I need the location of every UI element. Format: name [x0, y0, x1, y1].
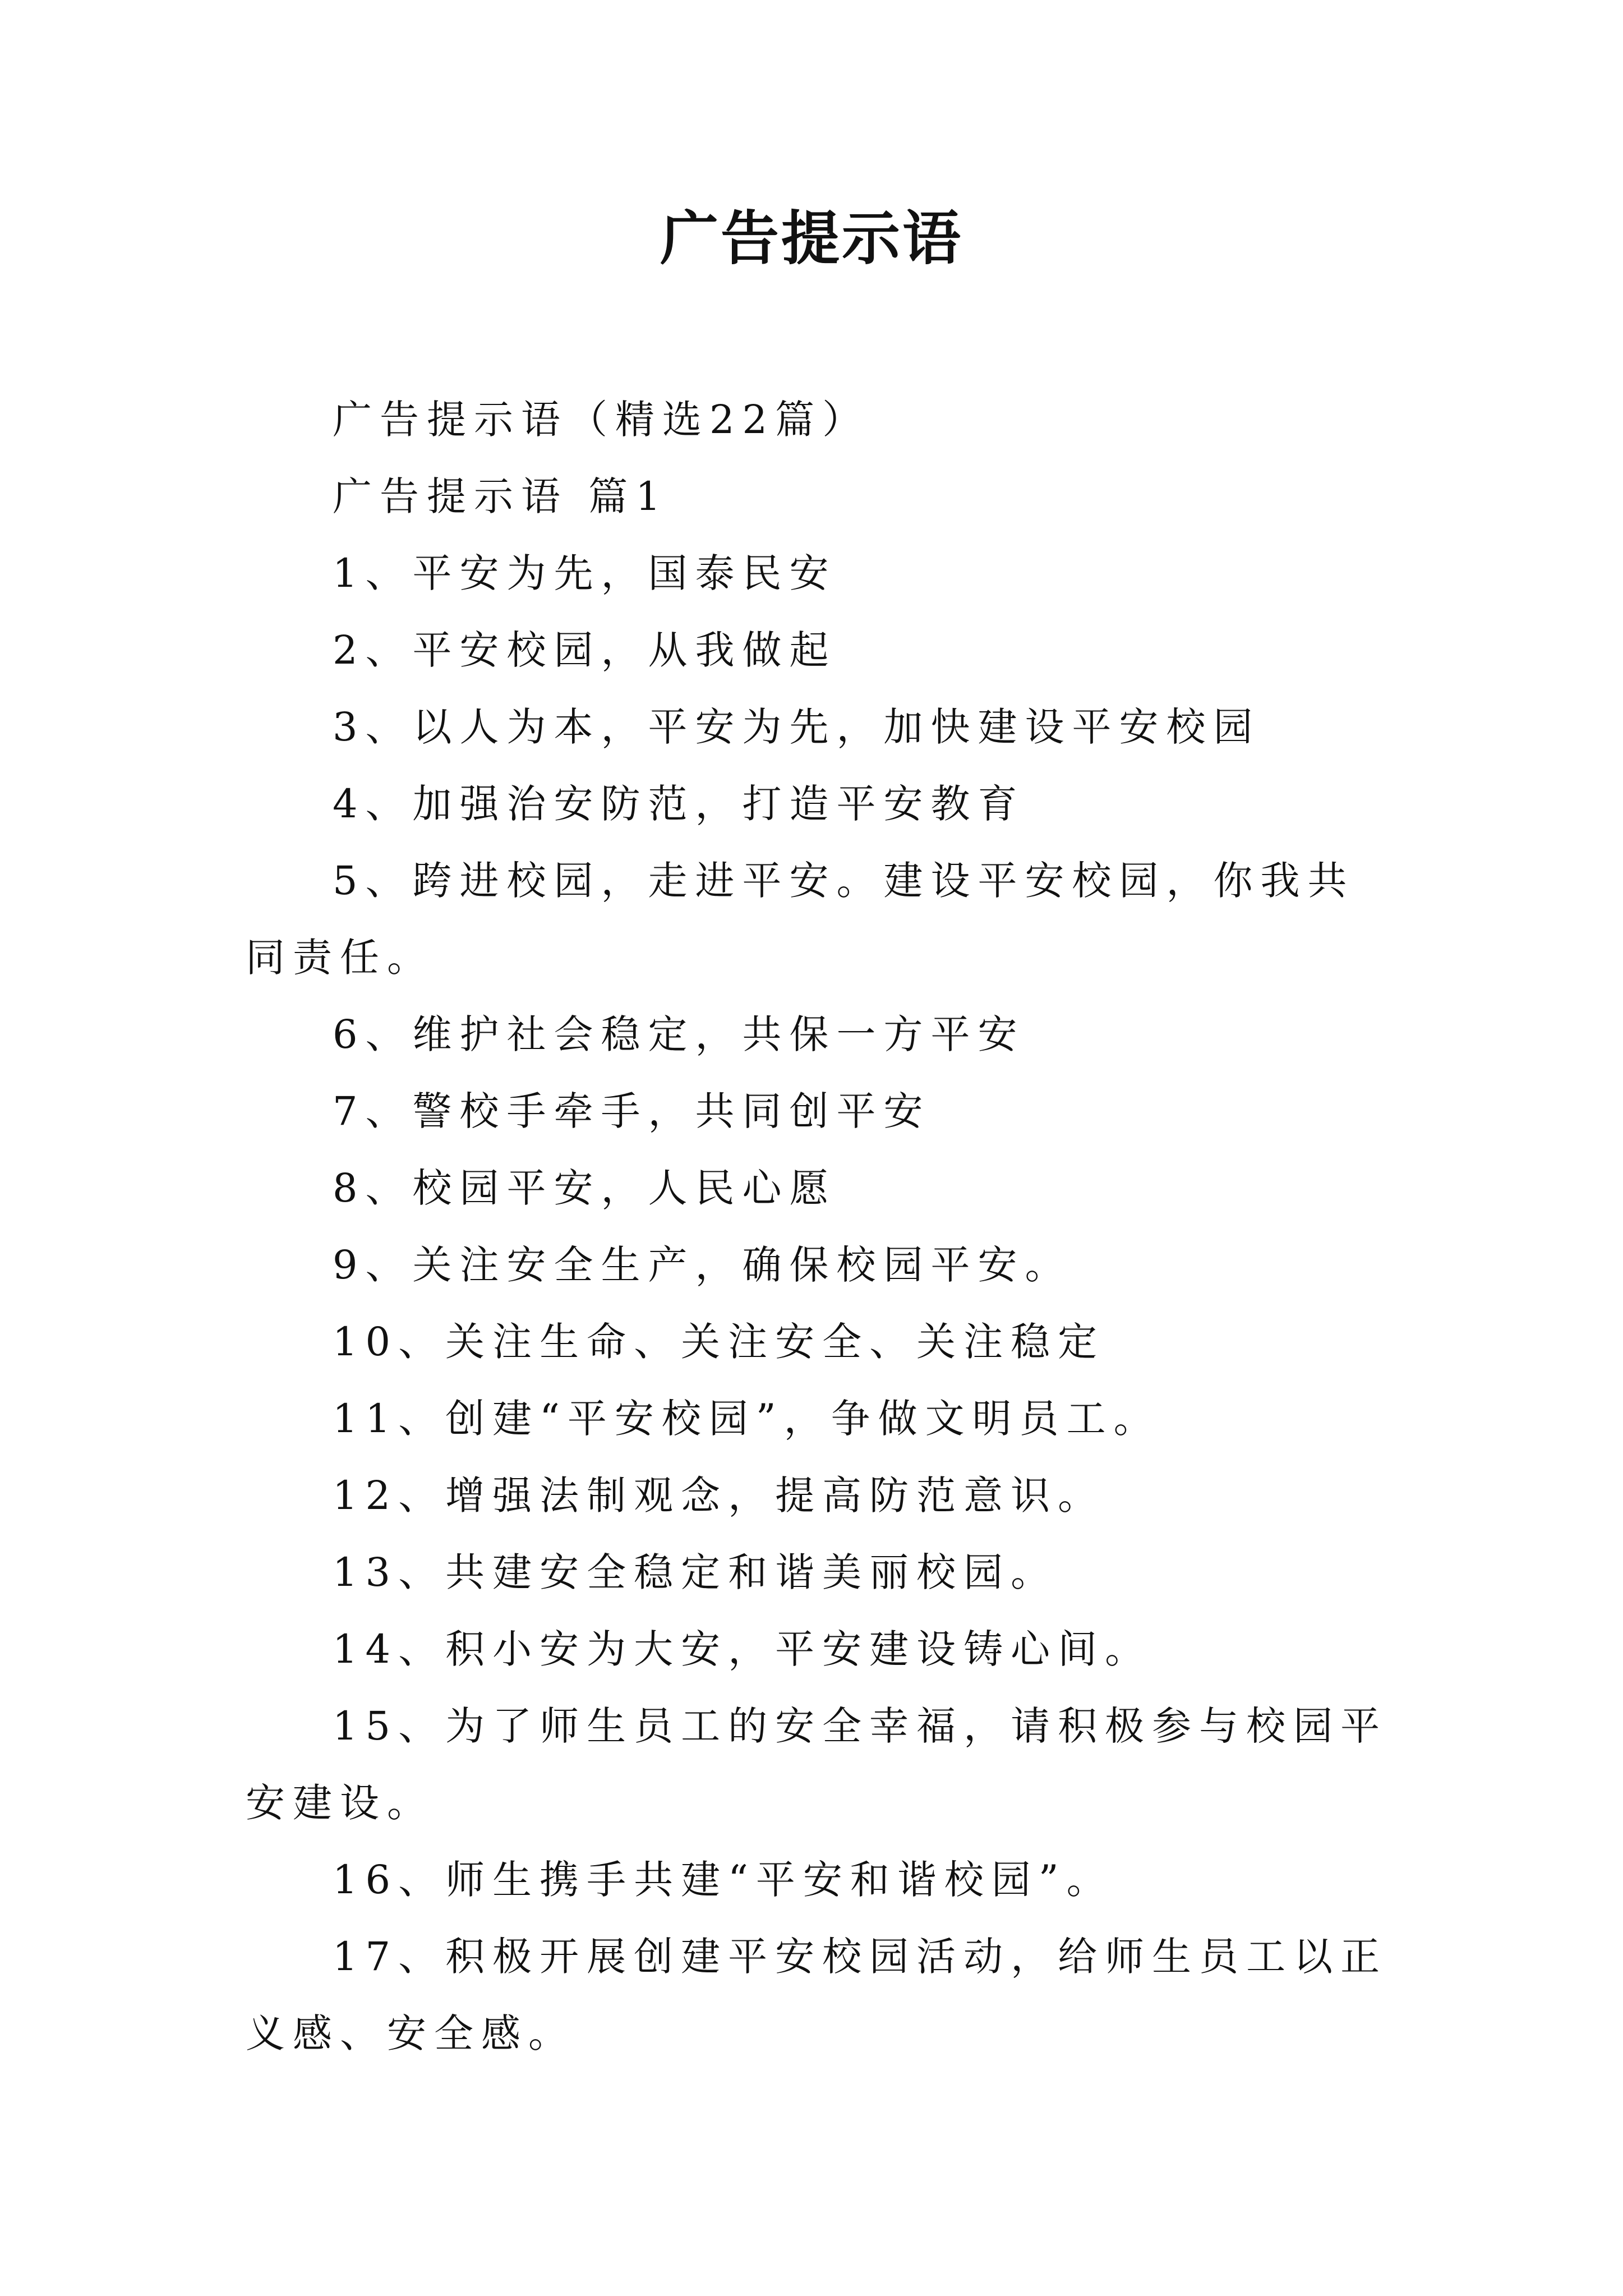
list-item: 16、师生携手共建“平安和谐校园”。 — [333, 1857, 1114, 1903]
section-heading: 广告提示语 篇1 — [333, 473, 668, 519]
list-item: 14、积小安为大安，平安建设铸心间。 — [333, 1626, 1152, 1672]
list-item: 10、关注生命、关注安全、关注稳定 — [333, 1319, 1105, 1365]
list-item: 2、平安校园，从我做起 — [333, 627, 837, 673]
document-body — [246, 381, 1390, 2072]
list-item: 8、校园平安，人民心愿 — [333, 1165, 837, 1211]
document-title: 广告提示语 — [660, 204, 963, 273]
list-item: 17、积极开展创建平安校园活动，给师生员工以正义感、安全感。 — [246, 1934, 1388, 2056]
list-item: 12、增强法制观念，提高防范意识。 — [333, 1473, 1105, 1519]
list-item: 11、创建“平安校园”，争做文明员工。 — [333, 1396, 1161, 1442]
subtitle: 广告提示语（精选22篇） — [333, 397, 870, 443]
list-item: 3、以人为本，平安为先，加快建设平安校园 — [333, 704, 1261, 750]
list-item: 13、共建安全稳定和谐美丽校园。 — [333, 1549, 1058, 1595]
list-item: 7、警校手牵手，共同创平安 — [333, 1088, 931, 1134]
list-item: 6、维护社会稳定，共保一方平安 — [333, 1011, 1025, 1057]
list-item: 4、加强治安防范，打造平安教育 — [333, 781, 1025, 827]
list-item: 5、跨进校园，走进平安。建设平安校园，你我共同责任。 — [246, 858, 1355, 981]
list-item: 1、平安为先，国泰民安 — [333, 550, 837, 596]
list-item: 9、关注安全生产，确保校园平安。 — [333, 1242, 1072, 1288]
list-item: 15、为了师生员工的安全幸福，请积极参与校园平安建设。 — [246, 1703, 1388, 1826]
